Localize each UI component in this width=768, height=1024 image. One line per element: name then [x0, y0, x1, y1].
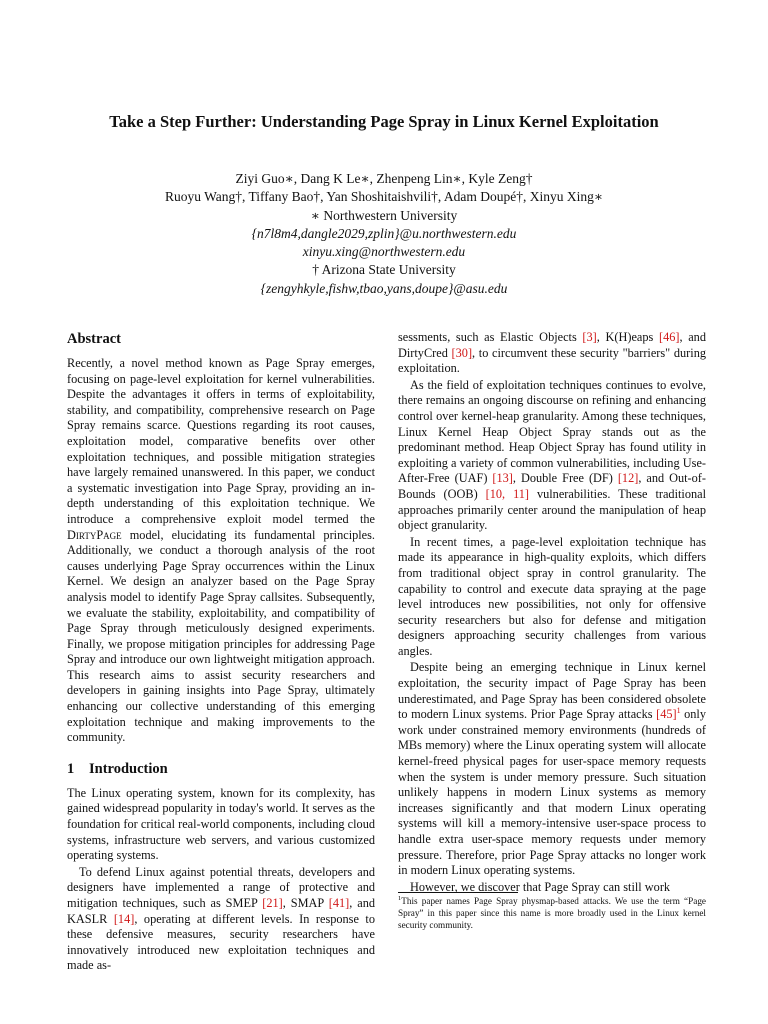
- affiliation-northwestern: ∗ Northwestern University: [310, 207, 458, 223]
- section-title: Introduction: [89, 760, 168, 777]
- footnote-divider: [398, 892, 518, 893]
- email-asu-group: {zengyhkyle,fishw,tbao,yans,doupe}@asu.edu: [260, 280, 508, 296]
- right-p4-text-a: Despite being an emerging technique in Linux kernel exploitation, the security impact of Page Spray has been underestimated, and Page Spray has been considered obsolete to modern Linux systems. Prior Page Spray attacks: [398, 660, 706, 722]
- right-p1-text-b: , K(H)eaps: [596, 330, 659, 344]
- author-block: [60, 170, 708, 298]
- citation-link[interactable]: [10, 11]: [485, 486, 530, 501]
- right-paragraph-4: [398, 660, 706, 878]
- right-paragraph-2: [398, 378, 706, 534]
- dirtypage-term: DirtyPage: [67, 527, 122, 542]
- author-line-2: Ruoyu Wang†, Tiffany Bao†, Yan Shoshitaishvili†, Adam Doupé†, Xinyu Xing∗: [164, 189, 604, 205]
- left-column: [67, 330, 375, 974]
- intro-paragraph-1: The Linux operating system, known for its complexity, has gained widespread popularity in today's world. It serves as the foundation for critical real-world components, including cloud systems, infrastructure web servers, and various customized operating systems.: [67, 785, 375, 863]
- right-p2-text-c: , and Out-of-Bounds (OOB): [398, 471, 706, 501]
- right-paragraph-5: However, we discover that Page Spray can still work: [410, 879, 671, 894]
- section-number: 1: [67, 760, 75, 777]
- right-p1-text-c: , and DirtyCred: [398, 330, 706, 360]
- intro-p2-text-c: , and KASLR: [67, 896, 376, 926]
- introduction-heading: [67, 760, 375, 778]
- intro-p2-text-d: , operating at different levels. In response to these defensive measures, security researchers have innovatively introduced new exploitation techniques and made as-: [67, 911, 375, 973]
- footnote: [398, 895, 706, 932]
- abstract-text-2: model, elucidating its fundamental principles. Additionally, we conduct a thorough analysis of the root causes underlying Page Spray occurrences within the Linux Kernel. We design an analyzer based on the Page Spray analysis model to identify Page Spray callsites. Subsequently, we evaluate the stability, exploitability, and compatibility of Page Spray through meticulously designed experiments. Finally, we propose mitigation principles for addressing Page Spray and introduce our own lightweight mitigation approach. This research aims to assist security researchers and developers in gaining insights into Page Spray, ultimately enhancing our collective understanding of this emerging exploitation technique and making improvements to the community.: [67, 527, 375, 745]
- citation-link[interactable]: [3]: [582, 330, 597, 344]
- author-line-1: Ziyi Guo∗, Dang K Le∗, Zhenpeng Lin∗, Kyle Zeng†: [235, 171, 533, 186]
- citation-link[interactable]: [21]: [262, 896, 283, 910]
- email-xing: xinyu.xing@northwestern.edu: [302, 244, 466, 260]
- intro-p2-text-a: To defend Linux against potential threats, developers and designers have implemented a range of protective and mitigation techniques, such as SMEP: [67, 864, 375, 910]
- citation-link[interactable]: [13]: [492, 471, 513, 486]
- affiliation-asu: † Arizona State University: [312, 262, 456, 278]
- paper-title: Take a Step Further: Understanding Page Spray in Linux Kernel Exploitation: [109, 112, 659, 131]
- right-paragraph-1: [398, 330, 706, 377]
- footnote-number: 1: [398, 894, 402, 902]
- right-p1-text-a: sessments, such as Elastic Objects: [398, 330, 583, 344]
- intro-p2-text-b: , SMAP: [282, 896, 329, 910]
- right-p4-text-b: only work under constrained memory environments (hundreds of MBs memory) where the Linux operating system will allocate kernel-freed physical pages for user-space memory requests when the system is under memory pressure. Such situation unlikely happens in modern Linux systems as memory increases significantly and that modern Linux operating systems will kill a memory-intensive user-space process to handle extra user-space memory requests under memory pressure. Therefore, prior Page Spray attacks no longer work in modern Linux operating systems.: [398, 707, 706, 878]
- citation-link[interactable]: [14]: [113, 911, 135, 926]
- right-p1-text-d: , to circumvent these security "barriers" during exploitation.: [398, 345, 706, 376]
- right-p2-text-b: , Double Free (DF): [512, 471, 618, 486]
- citation-link[interactable]: [30]: [451, 345, 473, 360]
- citation-link[interactable]: [12]: [617, 471, 639, 486]
- right-column: [398, 330, 706, 895]
- abstract-body: [67, 356, 375, 746]
- footnote-text: This paper names Page Spray physmap-based attacks. We use the term “Page Spray” in this paper since this name is more broadly used in the Linux kernel security community.: [398, 896, 706, 931]
- citation-link[interactable]: [45]: [656, 707, 677, 722]
- right-p2-text-d: vulnerabilities. These traditional approaches primarily center around the manipulation of heap object granularity.: [398, 486, 706, 533]
- email-northwestern-group: {n7l8m4,dangle2029,zplin}@u.northwestern.edu: [251, 225, 517, 241]
- abstract-text-1: Recently, a novel method known as Page Spray emerges, focusing on page-level exploitation for kernel vulnerabilities. Despite the advantages it offers in terms of exploitability, stability, and compatibility, comprehensive research on Page Spray remains scarce. Questions regarding its root causes, exploitation model, comparative benefits over other exploitation techniques, and possible mitigation strategies have largely remained unanswered. In this paper, we conduct a systematic investigation into Page Spray, providing an in-depth understanding of this exploitation technique. We introduce a comprehensive exploit model termed the: [67, 356, 375, 526]
- citation-link[interactable]: [41]: [328, 896, 350, 910]
- right-p2-text-a: As the field of exploitation techniques continues to evolve, there remains an ongoing discourse on refining and enhancing control over kernel-heap granularity. Among these techniques, Linux Kernel Heap Object Spray stands out as the predominant method. Heap Object Spray has found utility in exploiting a variety of common vulnerabilities, including Use-After-Free (UAF): [398, 377, 706, 486]
- abstract-heading: Abstract: [67, 331, 121, 347]
- intro-paragraph-2: [67, 865, 375, 974]
- citation-link[interactable]: [46]: [658, 330, 680, 344]
- right-paragraph-3: In recent times, a page-level exploitation technique has made its appearance in high-quality exploits, which differs from traditional object spray in control granularity. The capability to control and execute data spraying at the page level introduces new possibilities, not only for offensive security researchers but also for defense and mitigation designers approaching security challenges from various angles.: [398, 534, 706, 658]
- footnote-marker[interactable]: 1: [676, 706, 681, 716]
